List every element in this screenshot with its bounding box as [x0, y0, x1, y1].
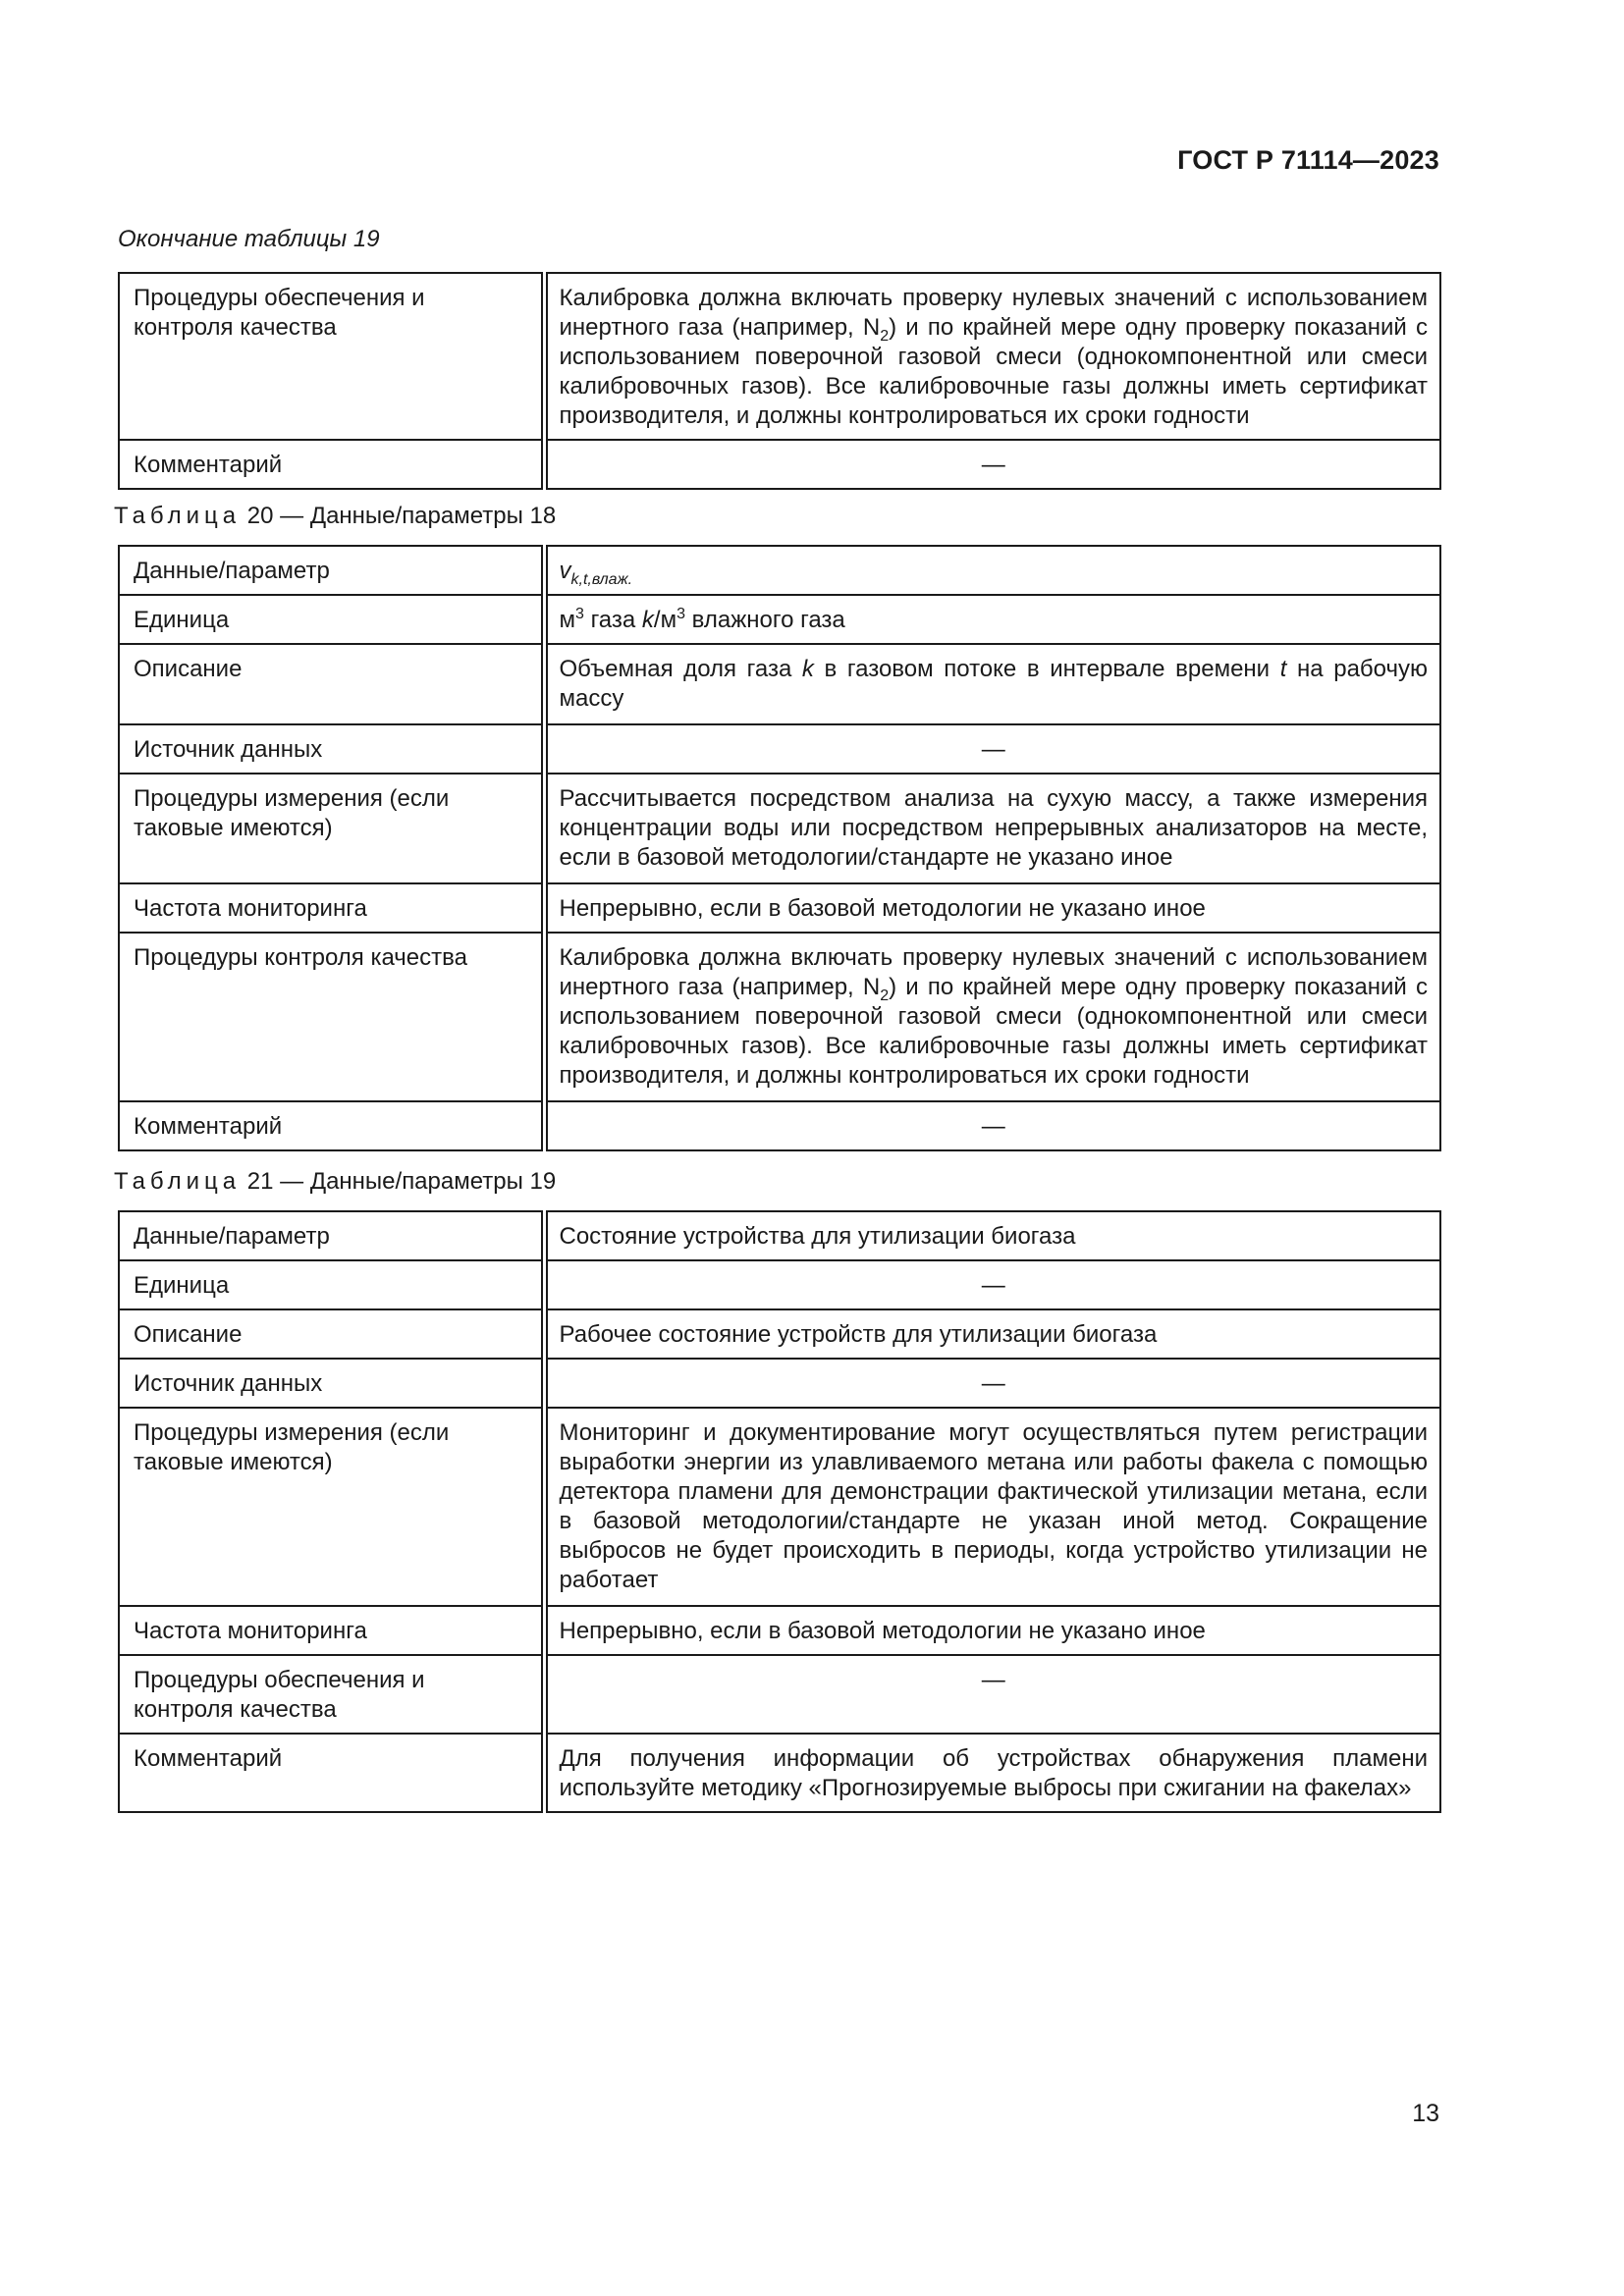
row-value: —: [544, 1101, 1440, 1150]
row-key: Источник данных: [119, 724, 544, 774]
table-row: [119, 933, 1440, 1101]
row-value: Состояние устройства для утилизации биогаза: [544, 1211, 1440, 1260]
row-value: —: [544, 1260, 1440, 1309]
table-row: [119, 644, 1440, 724]
row-key: Процедуры измерения (если таковые имеются): [119, 1408, 544, 1606]
row-value: —: [544, 440, 1440, 489]
row-value: Рассчитывается посредством анализа на сухую массу, а также измерения концентрации воды или посредством непрерывных анализаторов на месте, если в базовой методологии/стандарте не указано иное: [544, 774, 1440, 883]
row-value: $v_{k,t,влаж.}$: [544, 546, 1440, 595]
row-value: —: [544, 724, 1440, 774]
row-value: Калибровка должна включать проверку нулевых значений с использованием инертного газа (например, $N_2$) и по крайней мере одну проверку показаний с использованием поверочной газовой смеси (однокомпонентной или смеси калибровочных газов). Все калибровочные газы должны иметь сертификат производителя, и должны контролироваться их сроки годности: [544, 273, 1440, 440]
row-value: Мониторинг и документирование могут осуществляться путем регистрации выработки энергии из улавливаемого метана или работы факела с помощью детектора пламени для демонстрации фактической утилизации метана, если в базовой методологии/стандарте не указан иной метод. Сокращение выбросов не будет происходить в периоды, когда устройство утилизации не работает: [544, 1408, 1440, 1606]
table-row: [119, 1655, 1440, 1734]
table-row: [119, 1309, 1440, 1359]
row-key: Процедуры измерения (если таковые имеются): [119, 774, 544, 883]
row-value: $м^3$ газа $k/м^3$ влажного газа: [544, 595, 1440, 644]
table-row: [119, 1734, 1440, 1812]
row-value: Калибровка должна включать проверку нулевых значений с использованием инертного газа (например, $N_2$) и по крайней мере одну проверку показаний с использованием поверочной газовой смеси (однокомпонентной или смеси калибровочных газов). Все калибровочные газы должны иметь сертификат производителя, и должны контролироваться их сроки годности: [544, 933, 1440, 1101]
table-row: [119, 774, 1440, 883]
row-value: Объемная доля газа k в газовом потоке в интервале времени t на рабочую массу: [544, 644, 1440, 724]
table-21-caption: Таблица 21 — Данные/параметры 19: [114, 1168, 557, 1195]
table-row: [119, 1408, 1440, 1606]
row-key: Процедуры контроля качества: [119, 933, 544, 1101]
table-row: [119, 546, 1440, 595]
row-key: Источник данных: [119, 1359, 544, 1408]
row-value: Рабочее состояние устройств для утилизации биогаза: [544, 1309, 1440, 1359]
table-row: [119, 1606, 1440, 1655]
row-value: —: [544, 1359, 1440, 1408]
table-row: [119, 273, 1440, 440]
row-key: Процедуры обеспечения и контроля качества: [119, 1655, 544, 1734]
row-key: Комментарий: [119, 1734, 544, 1812]
page-number: 13: [1412, 2100, 1439, 2127]
row-value: Непрерывно, если в базовой методологии не указано иное: [544, 1606, 1440, 1655]
table-row: [119, 1260, 1440, 1309]
row-key: Описание: [119, 1309, 544, 1359]
table-20: [118, 545, 1441, 1151]
table-row: [119, 1211, 1440, 1260]
row-key: Частота мониторинга: [119, 883, 544, 933]
table-continuation-title: Окончание таблицы 19: [118, 226, 380, 252]
row-key: Частота мониторинга: [119, 1606, 544, 1655]
row-key: Комментарий: [119, 440, 544, 489]
row-key: Единица: [119, 1260, 544, 1309]
table-19-continuation: [118, 272, 1441, 490]
table-20-caption: Таблица 20 — Данные/параметры 18: [114, 503, 557, 529]
row-value: Непрерывно, если в базовой методологии не указано иное: [544, 883, 1440, 933]
row-key: Комментарий: [119, 1101, 544, 1150]
row-value: Для получения информации об устройствах обнаружения пламени используйте методику «Прогнозируемые выбросы при сжигании на факелах»: [544, 1734, 1440, 1812]
row-key: Описание: [119, 644, 544, 724]
table-row: [119, 1359, 1440, 1408]
table-row: [119, 724, 1440, 774]
table-row: [119, 883, 1440, 933]
table-21: [118, 1210, 1441, 1813]
document-header: ГОСТ Р 71114—2023: [1177, 145, 1439, 175]
table-row: [119, 595, 1440, 644]
row-key: Единица: [119, 595, 544, 644]
row-key: Данные/параметр: [119, 546, 544, 595]
row-key: Процедуры обеспечения и контроля качества: [119, 273, 544, 440]
table-row: [119, 1101, 1440, 1150]
row-key: Данные/параметр: [119, 1211, 544, 1260]
row-value: —: [544, 1655, 1440, 1734]
table-row: [119, 440, 1440, 489]
